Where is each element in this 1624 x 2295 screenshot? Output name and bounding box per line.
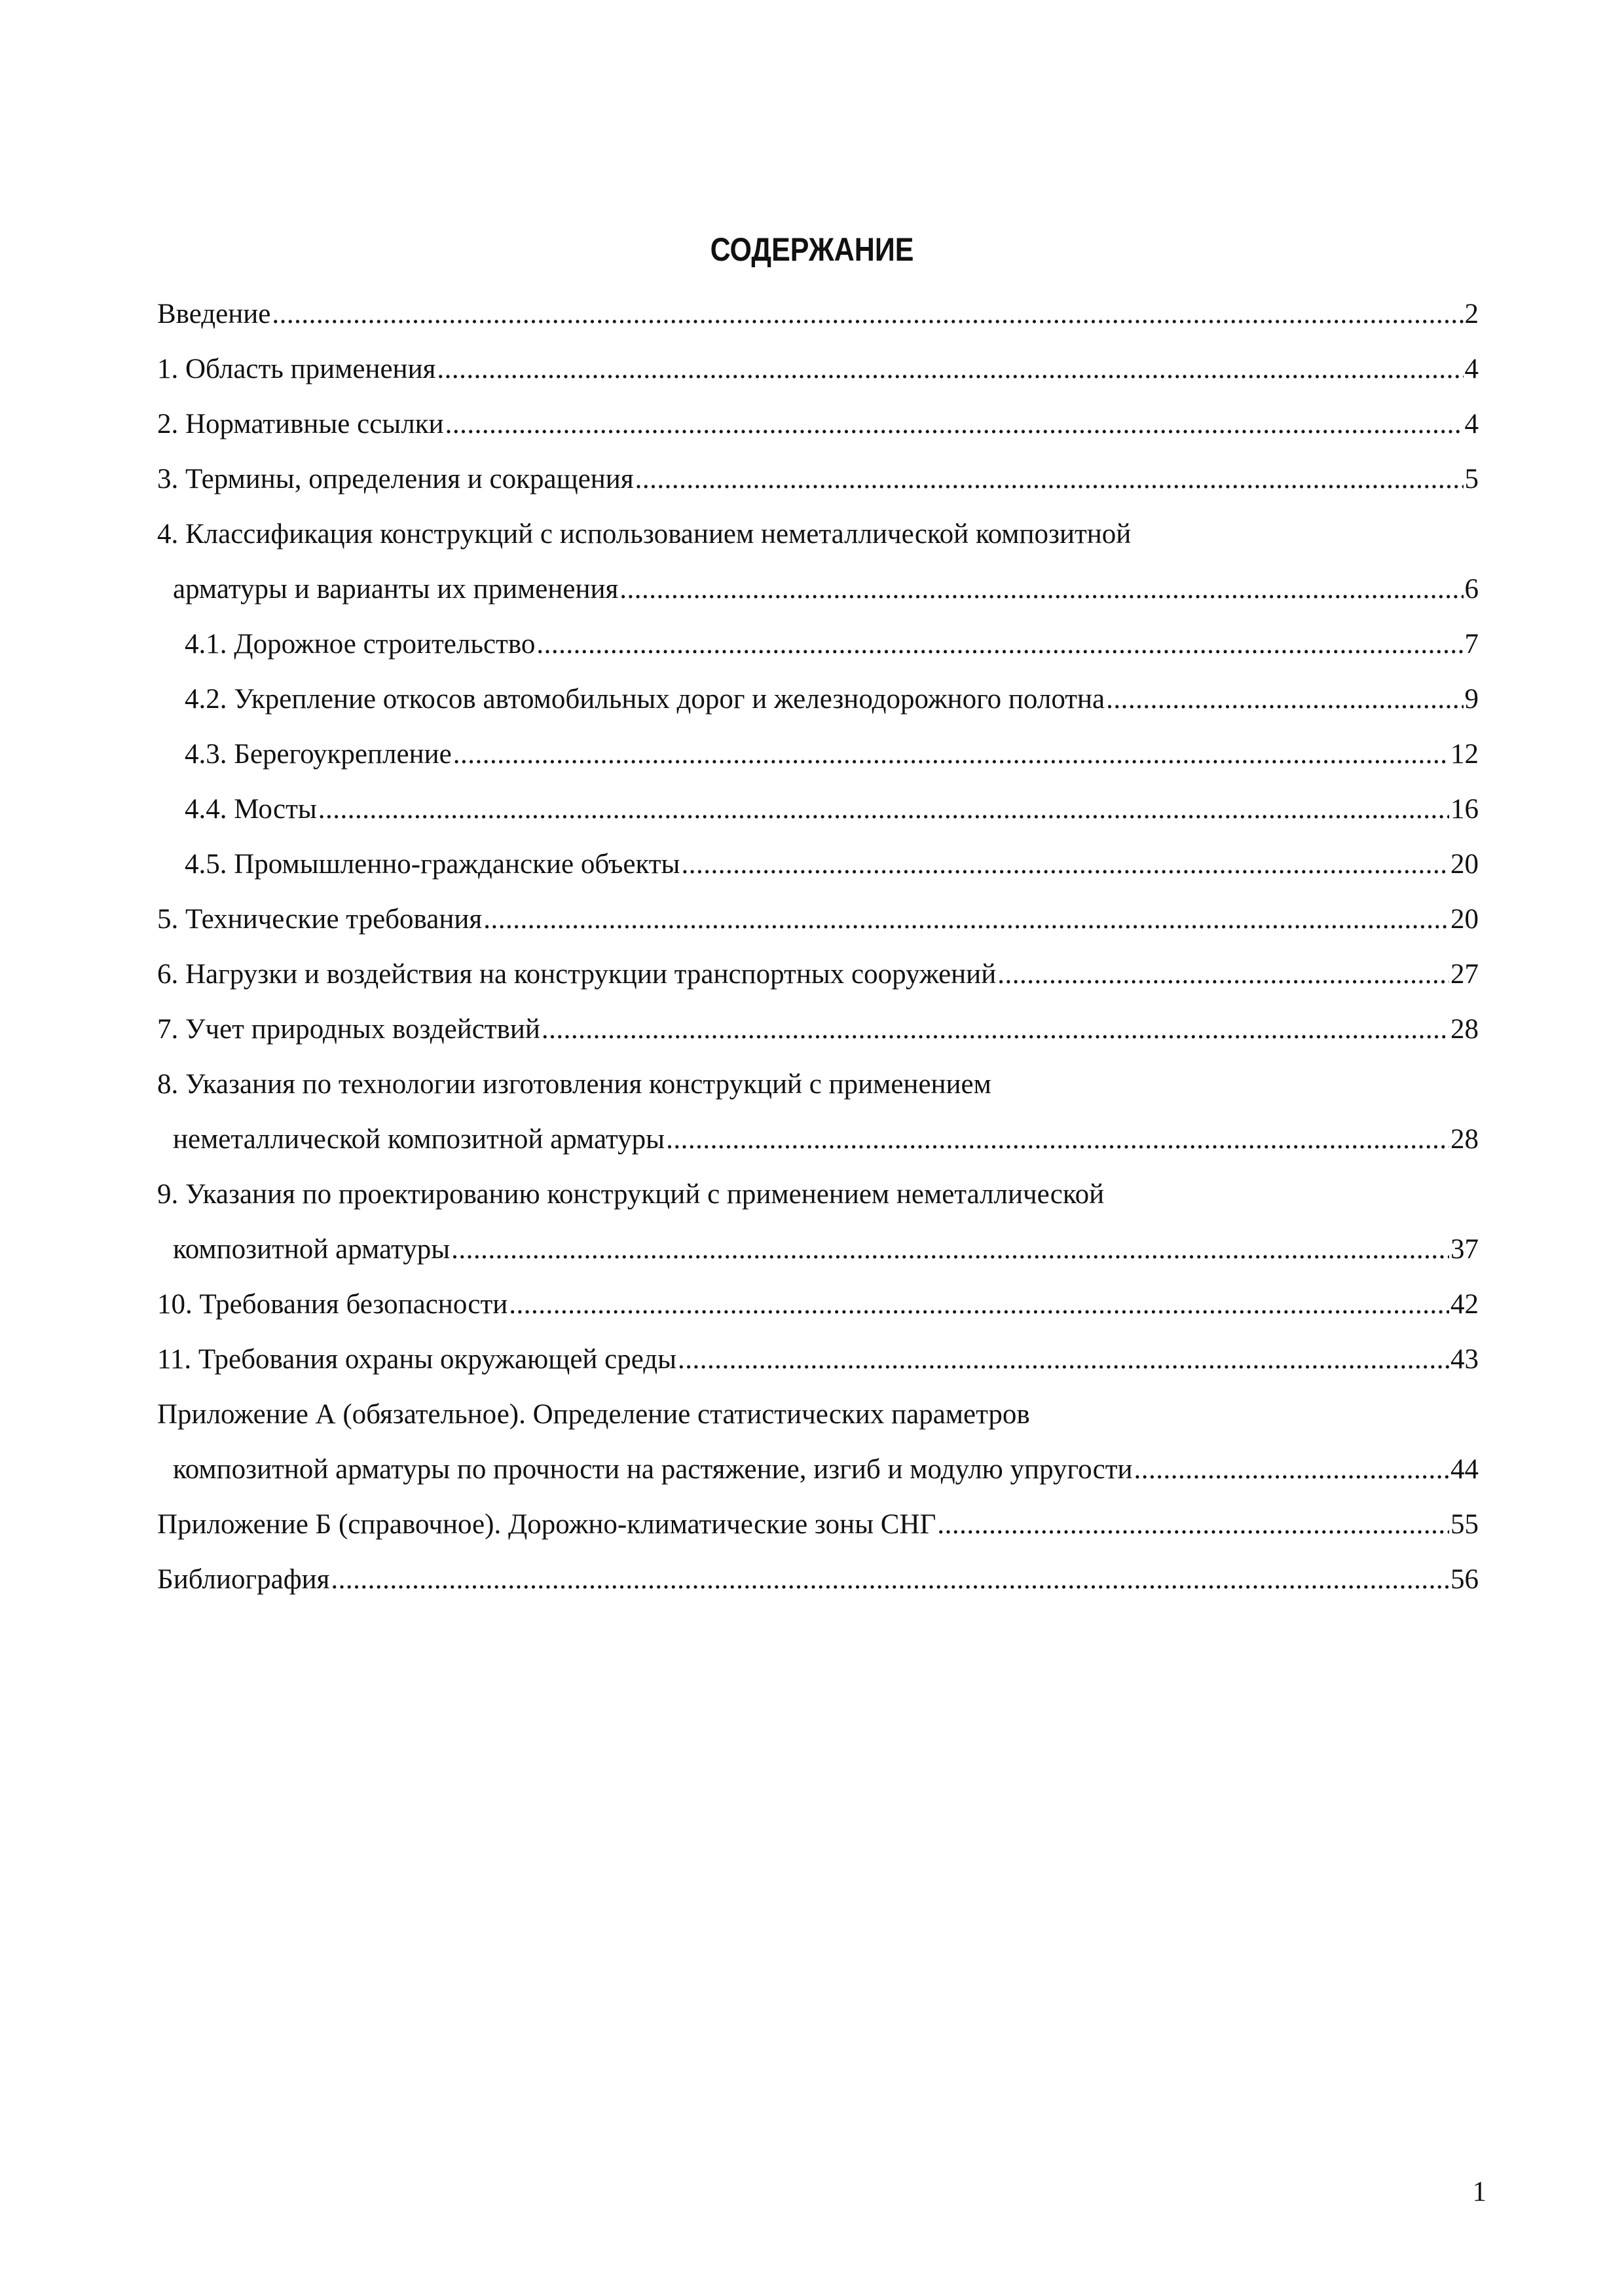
toc-dot-leader — [1106, 672, 1463, 727]
toc-entry — [157, 1277, 1479, 1332]
toc-entry-title: Введение — [157, 299, 271, 329]
toc-entry-title: 10. Требования безопасности — [157, 1289, 508, 1320]
toc-entry-title: 7. Учет природных воздействий — [157, 1014, 540, 1045]
toc-entry-title: Приложение А (обязательное). Определение статистических параметров — [157, 1399, 1030, 1430]
toc-entry — [157, 837, 1479, 892]
toc-page-number: 20 — [1450, 849, 1479, 880]
toc-entry-title: арматуры и варианты их применения — [173, 574, 619, 605]
toc-dot-leader — [451, 1222, 1449, 1277]
toc-page-number: 27 — [1450, 959, 1479, 990]
toc-dot-leader — [542, 1002, 1449, 1057]
toc-entry-title: композитной арматуры по прочности на растяжение, изгиб и модулю упругости — [173, 1454, 1133, 1485]
toc-dot-leader — [997, 947, 1449, 1002]
toc-page-number: 44 — [1450, 1454, 1479, 1485]
toc-entry — [157, 947, 1479, 1002]
toc-dot-leader — [453, 727, 1449, 782]
toc-entry-title: композитной арматуры — [173, 1234, 451, 1265]
toc-dot-leader — [1134, 1442, 1449, 1497]
toc-entry — [157, 342, 1479, 397]
toc-entry — [157, 562, 1479, 617]
toc-entry — [157, 1442, 1479, 1497]
toc-dot-leader — [509, 1277, 1449, 1332]
toc-entry — [157, 617, 1479, 672]
toc-entry — [157, 1222, 1479, 1277]
toc-page-number: 28 — [1450, 1124, 1479, 1155]
toc-page-number: 4 — [1464, 409, 1479, 439]
toc-entry — [157, 1497, 1479, 1552]
toc-page-number: 5 — [1464, 464, 1479, 494]
toc-entry-title: 4.5. Промышленно-гражданские объекты — [185, 849, 680, 880]
toc-entry — [157, 1002, 1479, 1057]
toc-dot-leader — [318, 782, 1449, 837]
toc-entry-title: 4.2. Укрепление откосов автомобильных дорог и железнодорожного полотна — [185, 684, 1105, 715]
toc-dot-leader — [619, 562, 1463, 617]
toc-page-number: 16 — [1450, 794, 1479, 825]
toc-entry-title: 4.3. Берегоукрепление — [185, 739, 452, 770]
toc-entry-title: 4.4. Мосты — [185, 794, 317, 825]
toc-entry-continued — [157, 1057, 1479, 1112]
toc-entry — [157, 397, 1479, 452]
toc-entry-title: 4. Классификация конструкций с использованием неметаллической композитной — [157, 519, 1132, 550]
toc-dot-leader — [272, 287, 1463, 342]
toc-entry-title: 9. Указания по проектированию конструкций с применением неметаллической — [157, 1179, 1105, 1210]
toc-entry-title: 4.1. Дорожное строительство — [185, 629, 536, 660]
toc-page-number: 55 — [1450, 1509, 1479, 1540]
page-title: СОДЕРЖАНИЕ — [710, 231, 914, 268]
toc-dot-leader — [437, 342, 1463, 397]
toc-dot-leader — [483, 892, 1449, 947]
toc-page-number: 9 — [1464, 684, 1479, 715]
toc-dot-leader — [445, 397, 1464, 452]
toc-entry-title: неметаллической композитной арматуры — [173, 1124, 665, 1155]
toc-page-number: 37 — [1450, 1234, 1479, 1265]
toc-entry-title: Приложение Б (справочное). Дорожно-климатические зоны СНГ — [157, 1509, 936, 1540]
toc-entry-title: Библиография — [157, 1564, 330, 1595]
toc-dot-leader — [635, 452, 1464, 507]
toc-dot-leader — [536, 617, 1463, 672]
toc-page-number: 4 — [1464, 354, 1479, 384]
table-of-contents — [157, 287, 1479, 1607]
toc-dot-leader — [678, 1332, 1449, 1387]
toc-entry-title: 6. Нагрузки и воздействия на конструкции транспортных сооружений — [157, 959, 997, 990]
toc-dot-leader — [681, 837, 1449, 892]
toc-entry-title: 11. Требования охраны окружающей среды — [157, 1344, 677, 1375]
page-number: 1 — [1472, 2176, 1486, 2207]
toc-entry-title: 8. Указания по технологии изготовления конструкций с применением — [157, 1069, 991, 1100]
toc-dot-leader — [666, 1112, 1449, 1167]
toc-page-number: 12 — [1450, 739, 1479, 770]
toc-entry-title: 5. Технические требования — [157, 904, 483, 935]
toc-entry — [157, 892, 1479, 947]
toc-entry — [157, 452, 1479, 507]
toc-entry-title: 2. Нормативные ссылки — [157, 409, 444, 439]
toc-entry — [157, 1332, 1479, 1387]
toc-entry — [157, 1112, 1479, 1167]
toc-entry — [157, 782, 1479, 837]
toc-page-number: 42 — [1450, 1289, 1479, 1320]
toc-entry-continued — [157, 1387, 1479, 1442]
toc-page-number: 20 — [1450, 904, 1479, 935]
toc-page-number: 28 — [1450, 1014, 1479, 1045]
toc-entry-title: 1. Область применения — [157, 354, 436, 384]
toc-page-number: 7 — [1464, 629, 1479, 660]
toc-page-number: 6 — [1464, 574, 1479, 605]
toc-entry — [157, 727, 1479, 782]
toc-page-number: 2 — [1464, 299, 1479, 329]
toc-entry-continued — [157, 1167, 1479, 1222]
toc-entry-title: 3. Термины, определения и сокращения — [157, 464, 634, 494]
toc-page-number: 43 — [1450, 1344, 1479, 1375]
toc-entry-continued — [157, 507, 1479, 562]
toc-dot-leader — [937, 1497, 1449, 1552]
toc-entry — [157, 1552, 1479, 1607]
toc-dot-leader — [331, 1552, 1449, 1607]
toc-entry — [157, 672, 1479, 727]
toc-entry — [157, 287, 1479, 342]
toc-page-number: 56 — [1450, 1564, 1479, 1595]
